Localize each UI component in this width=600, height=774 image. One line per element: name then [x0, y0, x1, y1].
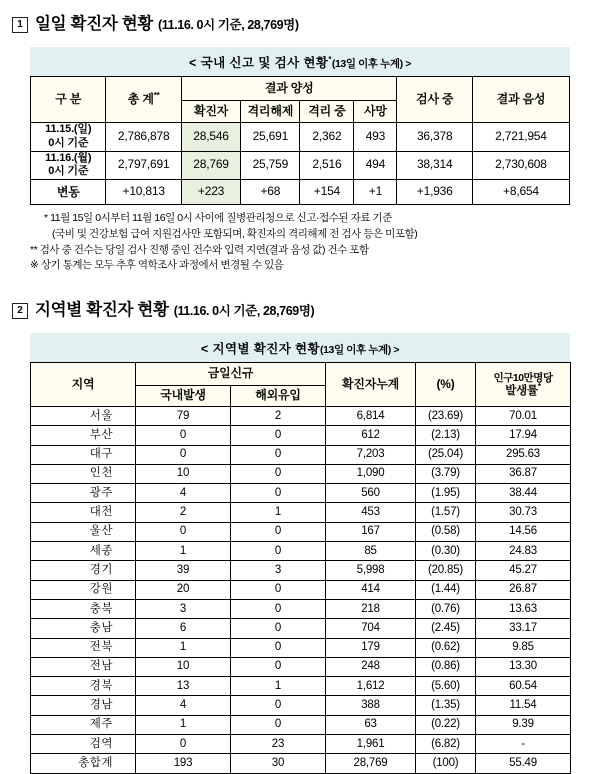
cell-percent: (2.13) [416, 426, 476, 445]
cell-rate: 295.63 [476, 445, 571, 464]
cell-cumulative: 218 [326, 599, 416, 618]
cell-deaths: 493 [354, 123, 397, 152]
cell-isolating: 2,516 [300, 151, 354, 180]
header-negative: 결과 음성 [472, 77, 569, 123]
table-row [31, 715, 571, 734]
cell-domestic: 0 [136, 522, 231, 541]
document-page [0, 10, 600, 769]
table-row [31, 677, 571, 696]
cell-region: 광주 [31, 484, 136, 503]
cell-imported: 0 [231, 445, 326, 464]
header-rate: 인구10만명당 발생률* [476, 363, 571, 407]
cell-imported: 0 [231, 715, 326, 734]
cell-domestic: 20 [136, 580, 231, 599]
regional-status-table-block [30, 333, 570, 774]
footnote-2: ** 검사 중 건수는 당일 검사 진행 중인 건수와 입력 지연(결과 음성 값) 건수 포함 [30, 243, 369, 256]
cell-deaths: 494 [354, 151, 397, 180]
cell-percent: (100) [416, 754, 476, 773]
cell-percent: (1.44) [416, 580, 476, 599]
cell-testing: 38,314 [397, 151, 472, 180]
cell-negative: 2,730,608 [472, 151, 569, 180]
cell-region: 서울 [31, 407, 136, 426]
cell-released: 25,691 [241, 123, 300, 152]
table-1-caption [30, 47, 570, 76]
cell-cumulative: 167 [326, 522, 416, 541]
table-2-header-row-1 [31, 363, 571, 386]
cell-rate: 9.39 [476, 715, 571, 734]
cell-imported: 0 [231, 522, 326, 541]
cell-imported: 2 [231, 407, 326, 426]
table-row [31, 696, 571, 715]
cell-rate: 17.94 [476, 426, 571, 445]
cell-imported: 0 [231, 426, 326, 445]
cell-testing-change: +1,936 [397, 180, 472, 205]
header-cumulative: 확진자누계 [326, 363, 416, 407]
header-imported: 해외유입 [231, 386, 326, 407]
table-row [31, 619, 571, 638]
row-label-change: 변동 [31, 180, 106, 205]
cell-rate: 45.27 [476, 561, 571, 580]
cell-region: 총합계 [31, 754, 136, 773]
cell-percent: (23.69) [416, 407, 476, 426]
cell-domestic: 1 [136, 542, 231, 561]
cell-rate: 13.30 [476, 657, 571, 676]
table-row [31, 735, 571, 754]
cell-domestic: 1 [136, 715, 231, 734]
section-1-number: 1 [12, 17, 28, 33]
cell-domestic: 0 [136, 735, 231, 754]
cell-imported: 0 [231, 599, 326, 618]
section-2-title: 지역별 확진자 현황 [35, 301, 169, 319]
cell-domestic: 10 [136, 464, 231, 483]
cell-deaths-change: +1 [354, 180, 397, 205]
cell-region: 제주 [31, 715, 136, 734]
table-row [31, 657, 571, 676]
cell-imported: 0 [231, 484, 326, 503]
table-row [31, 522, 571, 541]
table-row [31, 542, 571, 561]
table-row [31, 580, 571, 599]
cell-percent: (3.79) [416, 464, 476, 483]
cell-imported: 0 [231, 580, 326, 599]
header-rate-sup: * [537, 381, 541, 391]
header-new-today: 금일신규 [136, 363, 326, 386]
cell-region: 대전 [31, 503, 136, 522]
cell-imported: 0 [231, 464, 326, 483]
table-row [31, 561, 571, 580]
cell-rate: 70.01 [476, 407, 571, 426]
cell-imported: 0 [231, 657, 326, 676]
section-1-title: 일일 확진자 현황 [35, 15, 154, 33]
header-region: 지역 [31, 363, 136, 407]
header-released: 격리해제 [241, 101, 300, 123]
header-gubun: 구 분 [31, 77, 106, 123]
cell-total: 2,797,691 [106, 151, 181, 180]
cell-cumulative: 704 [326, 619, 416, 638]
cell-domestic: 6 [136, 619, 231, 638]
cell-percent: (1.57) [416, 503, 476, 522]
cell-isolating: 2,362 [300, 123, 354, 152]
cell-region: 인천 [31, 464, 136, 483]
header-total: 총 계** [106, 77, 181, 123]
cell-rate: 9.85 [476, 638, 571, 657]
cell-rate: 26.87 [476, 580, 571, 599]
cell-percent: (6.82) [416, 735, 476, 754]
cell-rate: 14.56 [476, 522, 571, 541]
cell-rate: 55.49 [476, 754, 571, 773]
table-1-footnotes [30, 211, 570, 274]
cell-percent: (0.62) [416, 638, 476, 657]
cell-cumulative: 1,612 [326, 677, 416, 696]
cell-cumulative: 179 [326, 638, 416, 657]
cell-domestic: 10 [136, 657, 231, 676]
cell-domestic: 4 [136, 484, 231, 503]
daily-status-table [30, 76, 570, 205]
cell-region: 충북 [31, 599, 136, 618]
cell-cumulative: 248 [326, 657, 416, 676]
cell-cumulative: 7,203 [326, 445, 416, 464]
cell-percent: (25.04) [416, 445, 476, 464]
cell-domestic: 2 [136, 503, 231, 522]
header-isolating: 격리 중 [300, 101, 354, 123]
table-2-caption [30, 333, 570, 362]
cell-cumulative: 6,814 [326, 407, 416, 426]
cell-region: 충남 [31, 619, 136, 638]
cell-domestic: 193 [136, 754, 231, 773]
cell-imported: 23 [231, 735, 326, 754]
cell-negative-change: +8,654 [472, 180, 569, 205]
table-row [31, 484, 571, 503]
cell-percent: (2.45) [416, 619, 476, 638]
cell-cumulative: 453 [326, 503, 416, 522]
cell-region: 세종 [31, 542, 136, 561]
footnote-1: * 11월 15일 0시부터 11월 16일 0시 사이에 질병관리청으로 신고·접수된 자료 기준 [44, 212, 392, 224]
cell-domestic: 39 [136, 561, 231, 580]
cell-cumulative: 63 [326, 715, 416, 734]
cell-rate: 36.87 [476, 464, 571, 483]
row-label-1116: 11.16.(월) 0시 기준 [31, 151, 106, 180]
section-2-subtitle: (11.16. 0시 기준, 28,769명) [173, 304, 315, 318]
cell-domestic: 4 [136, 696, 231, 715]
cell-region: 경기 [31, 561, 136, 580]
table-row [31, 599, 571, 618]
cell-region: 전북 [31, 638, 136, 657]
header-deaths: 사망 [354, 101, 397, 123]
cell-rate: - [476, 735, 571, 754]
cell-cumulative: 612 [326, 426, 416, 445]
cell-domestic: 3 [136, 599, 231, 618]
table-row [31, 445, 571, 464]
table-row [31, 426, 571, 445]
table-row [31, 464, 571, 483]
cell-rate: 11.54 [476, 696, 571, 715]
table-1-caption-main: < 국내 신고 및 검사 현황 [189, 56, 329, 70]
cell-percent: (0.76) [416, 599, 476, 618]
cell-cumulative: 560 [326, 484, 416, 503]
table-2-caption-small: (13일 이후 누계) > [320, 344, 400, 356]
cell-region: 부산 [31, 426, 136, 445]
cell-percent: (0.22) [416, 715, 476, 734]
cell-imported: 30 [231, 754, 326, 773]
cell-rate: 38.44 [476, 484, 571, 503]
cell-cumulative: 85 [326, 542, 416, 561]
table-row [31, 151, 570, 180]
table-1-header-row-1 [31, 77, 570, 101]
cell-imported: 0 [231, 696, 326, 715]
header-domestic: 국내발생 [136, 386, 231, 407]
cell-region: 검역 [31, 735, 136, 754]
section-2-number: 2 [12, 303, 28, 319]
table-row-total [31, 754, 571, 773]
table-row [31, 407, 571, 426]
table-row-change [31, 180, 570, 205]
cell-cumulative: 5,998 [326, 561, 416, 580]
cell-rate: 24.83 [476, 542, 571, 561]
cell-percent: (0.86) [416, 657, 476, 676]
section-1-heading [0, 10, 600, 35]
header-percent: (%) [416, 363, 476, 407]
cell-region: 경남 [31, 696, 136, 715]
cell-region: 강원 [31, 580, 136, 599]
cell-imported: 0 [231, 638, 326, 657]
footnote-1-cont: (국비 및 건강보험 급여 지원검사만 포함되며, 확진자의 격리해제 전 검사 등은 미포함) [52, 227, 418, 240]
cell-imported: 1 [231, 677, 326, 696]
footnote-3: ※ 상기 통계는 모두 추후 역학조사 과정에서 변경될 수 있음 [30, 259, 284, 272]
table-row [31, 638, 571, 657]
cell-cumulative: 28,769 [326, 754, 416, 773]
cell-total-change: +10,813 [106, 180, 181, 205]
cell-confirmed: 28,769 [181, 151, 240, 180]
table-1-caption-sup: * [328, 54, 332, 64]
cell-region: 경북 [31, 677, 136, 696]
cell-testing: 36,378 [397, 123, 472, 152]
header-positive-group: 결과 양성 [181, 77, 397, 101]
cell-cumulative: 1,961 [326, 735, 416, 754]
cell-percent: (20.85) [416, 561, 476, 580]
cell-region: 울산 [31, 522, 136, 541]
cell-rate: 60.54 [476, 677, 571, 696]
cell-domestic: 13 [136, 677, 231, 696]
table-row [31, 503, 571, 522]
cell-domestic: 0 [136, 426, 231, 445]
cell-rate: 30.73 [476, 503, 571, 522]
cell-cumulative: 1,090 [326, 464, 416, 483]
cell-region: 전남 [31, 657, 136, 676]
section-2-heading [0, 296, 600, 321]
cell-percent: (0.58) [416, 522, 476, 541]
cell-isolating-change: +154 [300, 180, 354, 205]
cell-released-change: +68 [241, 180, 300, 205]
cell-negative: 2,721,954 [472, 123, 569, 152]
daily-status-table-block [30, 47, 570, 205]
cell-cumulative: 414 [326, 580, 416, 599]
row-label-1115: 11.15.(일) 0시 기준 [31, 123, 106, 152]
cell-confirmed-change: +223 [181, 180, 240, 205]
section-1-subtitle: (11.16. 0시 기준, 28,769명) [158, 18, 299, 32]
cell-domestic: 0 [136, 445, 231, 464]
regional-status-table [30, 362, 571, 774]
cell-rate: 33.17 [476, 619, 571, 638]
cell-cumulative: 388 [326, 696, 416, 715]
cell-percent: (0.30) [416, 542, 476, 561]
cell-total: 2,786,878 [106, 123, 181, 152]
header-testing: 검사 중 [397, 77, 472, 123]
cell-percent: (1.35) [416, 696, 476, 715]
table-row [31, 123, 570, 152]
header-total-sup: ** [153, 90, 160, 100]
cell-region: 대구 [31, 445, 136, 464]
table-2-caption-main: < 지역별 확진자 현황 [200, 342, 321, 356]
cell-percent: (1.95) [416, 484, 476, 503]
cell-imported: 1 [231, 503, 326, 522]
cell-confirmed: 28,546 [181, 123, 240, 152]
cell-imported: 0 [231, 542, 326, 561]
cell-domestic: 79 [136, 407, 231, 426]
cell-released: 25,759 [241, 151, 300, 180]
cell-rate: 13.63 [476, 599, 571, 618]
header-confirmed: 확진자 [181, 101, 240, 123]
table-1-caption-small: (13일 이후 누계) > [331, 58, 411, 70]
cell-imported: 0 [231, 619, 326, 638]
regional-rows [31, 407, 571, 774]
cell-domestic: 1 [136, 638, 231, 657]
cell-percent: (5.60) [416, 677, 476, 696]
cell-imported: 3 [231, 561, 326, 580]
